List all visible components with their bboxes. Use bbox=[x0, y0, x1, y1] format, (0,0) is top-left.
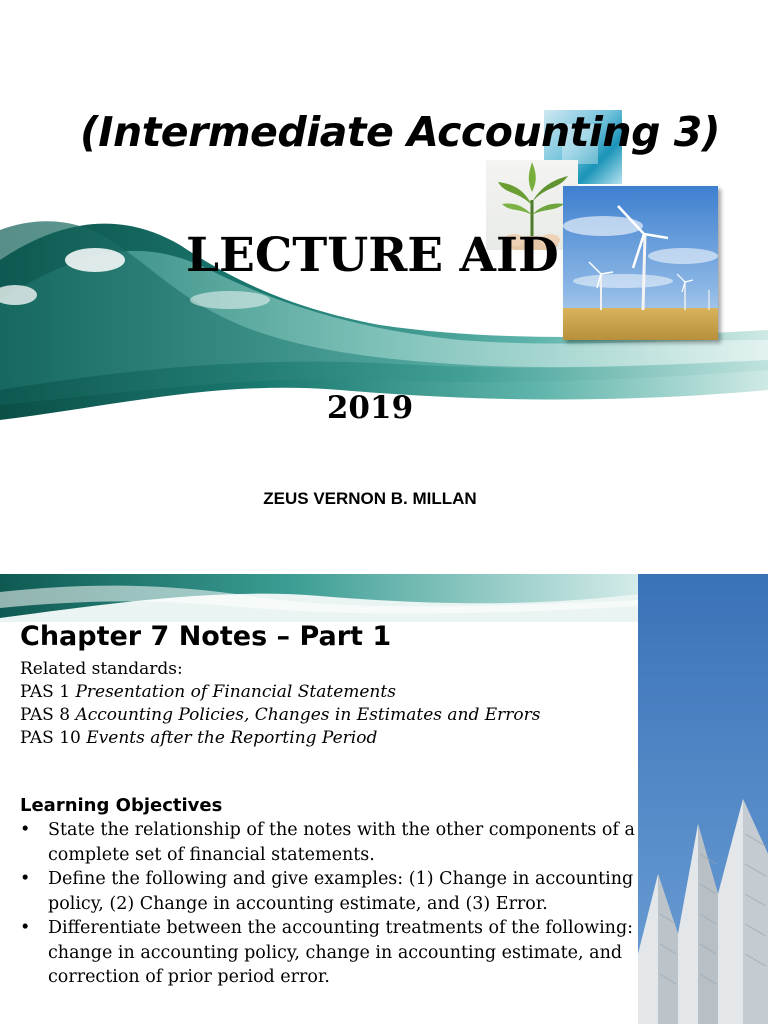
standard-title: Presentation of Financial Statements bbox=[75, 682, 396, 702]
bullet-icon: • bbox=[20, 820, 31, 840]
related-standards-label: Related standards: bbox=[20, 659, 183, 679]
header-wave-graphic bbox=[0, 574, 640, 622]
chapter-slide bbox=[0, 574, 768, 1024]
author-name: ZEUS VERNON B. MILLAN bbox=[263, 489, 477, 508]
list-item bbox=[20, 867, 638, 916]
learning-objectives-list bbox=[20, 818, 638, 990]
wind-turbines-photo bbox=[563, 186, 718, 340]
year-label: 2019 bbox=[326, 390, 414, 426]
bullet-icon: • bbox=[20, 869, 31, 889]
objective-text: State the relationship of the notes with the other components of a complete set of financial statements. bbox=[48, 820, 635, 865]
standard-title: Accounting Policies, Changes in Estimates and Errors bbox=[75, 705, 541, 725]
list-item bbox=[20, 916, 638, 990]
standard-code: PAS 8 bbox=[20, 705, 71, 725]
list-item bbox=[20, 818, 638, 867]
objective-text: Define the following and give examples: (1) Change in accounting policy, (2) Change in accounting estimate, and (3) Error. bbox=[48, 869, 634, 914]
standard-code: PAS 1 bbox=[20, 682, 71, 702]
bullet-icon: • bbox=[20, 918, 31, 938]
course-title: (Intermediate Accounting 3) bbox=[80, 108, 720, 156]
standard-title: Events after the Reporting Period bbox=[86, 728, 378, 748]
standard-item bbox=[20, 727, 638, 750]
chapter-content bbox=[20, 618, 638, 990]
lecture-aid-title: LECTURE AID bbox=[186, 228, 559, 283]
learning-objectives-heading: Learning Objectives bbox=[20, 795, 223, 816]
chapter-heading: Chapter 7 Notes – Part 1 bbox=[20, 621, 392, 652]
building-photo bbox=[638, 574, 768, 1024]
standard-code: PAS 10 bbox=[20, 728, 81, 748]
building-icon bbox=[638, 574, 768, 1024]
standard-item bbox=[20, 681, 638, 704]
wind-turbine-icon bbox=[563, 186, 718, 340]
objective-text: Differentiate between the accounting treatments of the following: change in accounting policy, change in accounting estimate, and correction of prior period error. bbox=[48, 918, 634, 987]
standard-item bbox=[20, 704, 638, 727]
